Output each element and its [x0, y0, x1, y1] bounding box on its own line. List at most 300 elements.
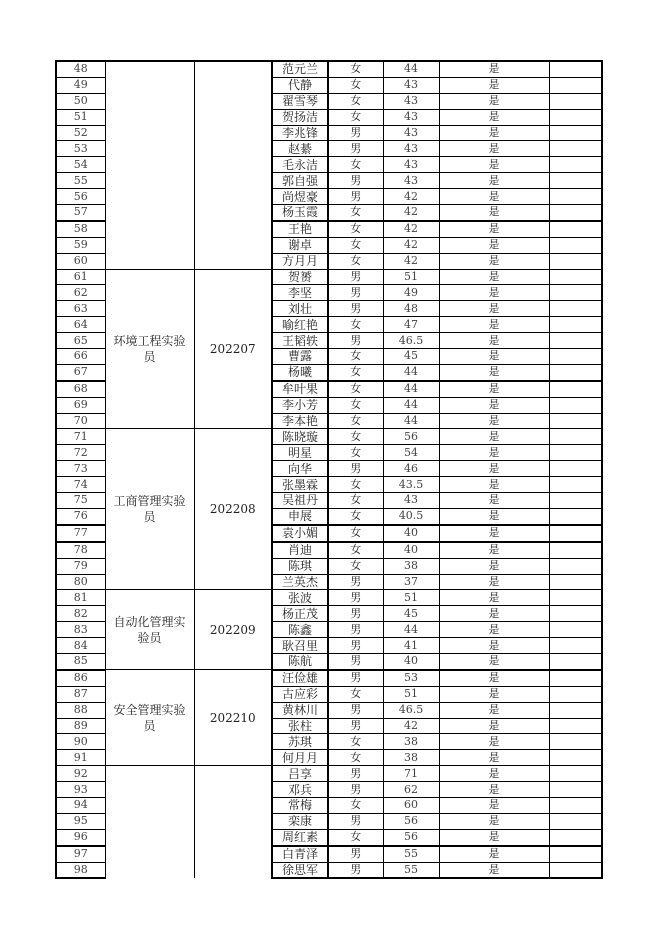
qualified-cell: 是: [439, 574, 549, 590]
note-cell: [549, 237, 602, 253]
row-number-cell: 62: [56, 285, 105, 301]
gender-cell: 男: [328, 333, 383, 349]
note-cell: [549, 862, 602, 878]
name-cell: 肖迪: [272, 542, 328, 558]
qualified-cell: 是: [439, 638, 549, 654]
note-cell: [549, 508, 602, 524]
score-cell: 40: [383, 653, 439, 669]
note-cell: [549, 461, 602, 477]
position-code-cell: 202207: [194, 269, 272, 429]
qualified-cell: 是: [439, 237, 549, 253]
row-number-cell: 83: [56, 622, 105, 638]
qualified-cell: 是: [439, 381, 549, 397]
note-cell: [549, 285, 602, 301]
row-number-cell: 66: [56, 349, 105, 365]
gender-cell: 女: [328, 381, 383, 397]
score-cell: 45: [383, 349, 439, 365]
table-row: [56, 590, 602, 606]
gender-cell: 女: [328, 364, 383, 380]
score-cell: 42: [383, 205, 439, 221]
score-cell: 46.5: [383, 333, 439, 349]
gender-cell: 女: [328, 109, 383, 125]
name-cell: 栾康: [272, 813, 328, 829]
row-number-cell: 86: [56, 670, 105, 686]
score-cell: 55: [383, 846, 439, 862]
gender-cell: 女: [328, 61, 383, 77]
position-code-cell: [194, 61, 272, 269]
row-number-cell: 60: [56, 253, 105, 269]
row-number-cell: 88: [56, 702, 105, 718]
row-number-cell: 81: [56, 590, 105, 606]
row-number-cell: 54: [56, 157, 105, 173]
note-cell: [549, 782, 602, 798]
gender-cell: 男: [328, 574, 383, 590]
note-cell: [549, 221, 602, 237]
qualified-cell: 是: [439, 349, 549, 365]
name-cell: 兰英杰: [272, 574, 328, 590]
note-cell: [549, 413, 602, 429]
row-number-cell: 85: [56, 653, 105, 669]
gender-cell: 女: [328, 253, 383, 269]
row-number-cell: 52: [56, 125, 105, 141]
name-cell: 王韬轶: [272, 333, 328, 349]
name-cell: 李本艳: [272, 413, 328, 429]
table-row: [56, 429, 602, 445]
note-cell: [549, 189, 602, 205]
note-cell: [549, 477, 602, 493]
position-cell: [105, 61, 194, 269]
note-cell: [549, 333, 602, 349]
note-cell: [549, 141, 602, 157]
gender-cell: 男: [328, 301, 383, 317]
note-cell: [549, 718, 602, 734]
name-cell: 贺扬洁: [272, 109, 328, 125]
note-cell: [549, 606, 602, 622]
note-cell: [549, 364, 602, 380]
note-cell: [549, 590, 602, 606]
qualified-cell: 是: [439, 846, 549, 862]
qualified-cell: 是: [439, 173, 549, 189]
row-number-cell: 59: [56, 237, 105, 253]
qualified-cell: 是: [439, 317, 549, 333]
row-number-cell: 53: [56, 141, 105, 157]
score-cell: 43.5: [383, 477, 439, 493]
row-number-cell: 78: [56, 542, 105, 558]
note-cell: [549, 734, 602, 750]
gender-cell: 女: [328, 413, 383, 429]
note-cell: [549, 670, 602, 686]
gender-cell: 女: [328, 205, 383, 221]
name-cell: 吕享: [272, 766, 328, 782]
name-cell: 刘壮: [272, 301, 328, 317]
name-cell: 李坚: [272, 285, 328, 301]
row-number-cell: 91: [56, 750, 105, 766]
qualified-cell: 是: [439, 333, 549, 349]
note-cell: [549, 493, 602, 509]
gender-cell: 女: [328, 686, 383, 702]
note-cell: [549, 445, 602, 461]
row-number-cell: 68: [56, 381, 105, 397]
qualified-cell: 是: [439, 477, 549, 493]
score-cell: 38: [383, 750, 439, 766]
score-cell: 43: [383, 77, 439, 93]
row-number-cell: 82: [56, 606, 105, 622]
score-cell: 44: [383, 364, 439, 380]
gender-cell: 女: [328, 429, 383, 445]
gender-cell: 男: [328, 670, 383, 686]
name-cell: 汪俭雄: [272, 670, 328, 686]
note-cell: [549, 157, 602, 173]
note-cell: [549, 766, 602, 782]
score-cell: 51: [383, 590, 439, 606]
name-cell: 范元兰: [272, 61, 328, 77]
name-cell: 曹露: [272, 349, 328, 365]
qualified-cell: 是: [439, 813, 549, 829]
qualified-cell: 是: [439, 862, 549, 878]
gender-cell: 男: [328, 638, 383, 654]
name-cell: 申展: [272, 508, 328, 524]
row-number-cell: 89: [56, 718, 105, 734]
name-cell: 翟雪琴: [272, 93, 328, 109]
position-code-cell: 202208: [194, 429, 272, 590]
row-number-cell: 48: [56, 61, 105, 77]
row-number-cell: 50: [56, 93, 105, 109]
qualified-cell: 是: [439, 606, 549, 622]
row-number-cell: 87: [56, 686, 105, 702]
qualified-cell: 是: [439, 766, 549, 782]
score-cell: 45: [383, 606, 439, 622]
note-cell: [549, 253, 602, 269]
note-cell: [549, 653, 602, 669]
note-cell: [549, 702, 602, 718]
qualified-cell: 是: [439, 445, 549, 461]
gender-cell: 男: [328, 269, 383, 285]
score-cell: 55: [383, 862, 439, 878]
gender-cell: 女: [328, 317, 383, 333]
qualified-cell: 是: [439, 782, 549, 798]
position-code-cell: 202209: [194, 590, 272, 670]
gender-cell: 女: [328, 157, 383, 173]
gender-cell: 女: [328, 829, 383, 845]
qualified-cell: 是: [439, 686, 549, 702]
score-cell: 44: [383, 397, 439, 413]
row-number-cell: 76: [56, 508, 105, 524]
gender-cell: 男: [328, 189, 383, 205]
score-cell: 40.5: [383, 508, 439, 524]
qualified-cell: 是: [439, 429, 549, 445]
gender-cell: 女: [328, 477, 383, 493]
gender-cell: 女: [328, 558, 383, 574]
gender-cell: 男: [328, 125, 383, 141]
name-cell: 黄林川: [272, 702, 328, 718]
row-number-cell: 93: [56, 782, 105, 798]
table-row: [56, 269, 602, 285]
gender-cell: 女: [328, 797, 383, 813]
name-cell: 李兆锋: [272, 125, 328, 141]
name-cell: 向华: [272, 461, 328, 477]
row-number-cell: 69: [56, 397, 105, 413]
row-number-cell: 63: [56, 301, 105, 317]
row-number-cell: 73: [56, 461, 105, 477]
row-number-cell: 94: [56, 797, 105, 813]
note-cell: [549, 829, 602, 845]
row-number-cell: 80: [56, 574, 105, 590]
note-cell: [549, 205, 602, 221]
score-cell: 43: [383, 93, 439, 109]
name-cell: 方月月: [272, 253, 328, 269]
qualified-cell: 是: [439, 253, 549, 269]
row-number-cell: 70: [56, 413, 105, 429]
gender-cell: 男: [328, 653, 383, 669]
score-cell: 41: [383, 638, 439, 654]
table-body: [56, 61, 602, 878]
name-cell: 杨玉霞: [272, 205, 328, 221]
row-number-cell: 64: [56, 317, 105, 333]
score-cell: 62: [383, 782, 439, 798]
score-cell: 56: [383, 429, 439, 445]
score-cell: 56: [383, 829, 439, 845]
name-cell: 古应彩: [272, 686, 328, 702]
qualified-cell: 是: [439, 829, 549, 845]
score-cell: 44: [383, 61, 439, 77]
name-cell: 白青泽: [272, 846, 328, 862]
score-cell: 44: [383, 381, 439, 397]
note-cell: [549, 269, 602, 285]
name-cell: 代静: [272, 77, 328, 93]
note-cell: [549, 429, 602, 445]
table-row: [56, 61, 602, 77]
table-row: [56, 670, 602, 686]
gender-cell: 女: [328, 237, 383, 253]
row-number-cell: 95: [56, 813, 105, 829]
gender-cell: 女: [328, 445, 383, 461]
name-cell: 毛永洁: [272, 157, 328, 173]
row-number-cell: 58: [56, 221, 105, 237]
note-cell: [549, 846, 602, 862]
note-cell: [549, 317, 602, 333]
name-cell: 杨正茂: [272, 606, 328, 622]
name-cell: 邓兵: [272, 782, 328, 798]
row-number-cell: 98: [56, 862, 105, 878]
name-cell: 徐思军: [272, 862, 328, 878]
score-cell: 43: [383, 173, 439, 189]
qualified-cell: 是: [439, 141, 549, 157]
position-code-cell: [194, 766, 272, 879]
qualified-cell: 是: [439, 542, 549, 558]
score-cell: 43: [383, 157, 439, 173]
row-number-cell: 74: [56, 477, 105, 493]
row-number-cell: 72: [56, 445, 105, 461]
note-cell: [549, 301, 602, 317]
qualified-cell: 是: [439, 670, 549, 686]
row-number-cell: 77: [56, 525, 105, 542]
score-cell: 43: [383, 493, 439, 509]
name-cell: 牟叶果: [272, 381, 328, 397]
note-cell: [549, 574, 602, 590]
score-cell: 37: [383, 574, 439, 590]
score-cell: 44: [383, 622, 439, 638]
row-number-cell: 79: [56, 558, 105, 574]
gender-cell: 男: [328, 622, 383, 638]
score-cell: 46.5: [383, 702, 439, 718]
note-cell: [549, 750, 602, 766]
score-cell: 51: [383, 269, 439, 285]
qualified-cell: 是: [439, 590, 549, 606]
qualified-cell: 是: [439, 413, 549, 429]
score-cell: 49: [383, 285, 439, 301]
row-number-cell: 71: [56, 429, 105, 445]
qualified-cell: 是: [439, 61, 549, 77]
score-cell: 54: [383, 445, 439, 461]
score-cell: 42: [383, 718, 439, 734]
position-cell: 环境工程实验员: [105, 269, 194, 429]
note-cell: [549, 813, 602, 829]
qualified-cell: 是: [439, 653, 549, 669]
name-cell: 张波: [272, 590, 328, 606]
note-cell: [549, 397, 602, 413]
qualified-cell: 是: [439, 558, 549, 574]
gender-cell: 女: [328, 508, 383, 524]
name-cell: 王艳: [272, 221, 328, 237]
score-cell: 71: [383, 766, 439, 782]
gender-cell: 女: [328, 93, 383, 109]
name-cell: 谢卓: [272, 237, 328, 253]
name-cell: 常梅: [272, 797, 328, 813]
note-cell: [549, 61, 602, 77]
note-cell: [549, 93, 602, 109]
qualified-cell: 是: [439, 461, 549, 477]
score-cell: 43: [383, 141, 439, 157]
name-cell: 明星: [272, 445, 328, 461]
row-number-cell: 75: [56, 493, 105, 509]
qualified-cell: 是: [439, 734, 549, 750]
position-cell: [105, 766, 194, 879]
row-number-cell: 67: [56, 364, 105, 380]
score-cell: 53: [383, 670, 439, 686]
row-number-cell: 49: [56, 77, 105, 93]
name-cell: 张柱: [272, 718, 328, 734]
gender-cell: 男: [328, 606, 383, 622]
qualified-cell: 是: [439, 125, 549, 141]
row-number-cell: 61: [56, 269, 105, 285]
score-cell: 42: [383, 253, 439, 269]
name-cell: 陈琪: [272, 558, 328, 574]
name-cell: 何月月: [272, 750, 328, 766]
row-number-cell: 90: [56, 734, 105, 750]
qualified-cell: 是: [439, 77, 549, 93]
score-cell: 48: [383, 301, 439, 317]
qualified-cell: 是: [439, 622, 549, 638]
name-cell: 陈鑫: [272, 622, 328, 638]
qualified-cell: 是: [439, 269, 549, 285]
score-cell: 46: [383, 461, 439, 477]
position-cell: 安全管理实验员: [105, 670, 194, 766]
name-cell: 耿召里: [272, 638, 328, 654]
qualified-cell: 是: [439, 364, 549, 380]
qualified-cell: 是: [439, 109, 549, 125]
gender-cell: 男: [328, 846, 383, 862]
score-cell: 43: [383, 109, 439, 125]
row-number-cell: 65: [56, 333, 105, 349]
name-cell: 杨曦: [272, 364, 328, 380]
gender-cell: 女: [328, 349, 383, 365]
qualified-cell: 是: [439, 93, 549, 109]
note-cell: [549, 77, 602, 93]
gender-cell: 男: [328, 285, 383, 301]
gender-cell: 男: [328, 590, 383, 606]
qualified-cell: 是: [439, 718, 549, 734]
name-cell: 张墨霖: [272, 477, 328, 493]
gender-cell: 女: [328, 493, 383, 509]
gender-cell: 女: [328, 397, 383, 413]
name-cell: 袁小媚: [272, 525, 328, 542]
score-cell: 40: [383, 542, 439, 558]
gender-cell: 女: [328, 525, 383, 542]
row-number-cell: 51: [56, 109, 105, 125]
row-number-cell: 55: [56, 173, 105, 189]
note-cell: [549, 797, 602, 813]
score-cell: 38: [383, 558, 439, 574]
candidate-table: [55, 60, 603, 879]
qualified-cell: 是: [439, 750, 549, 766]
score-cell: 47: [383, 317, 439, 333]
score-cell: 43: [383, 125, 439, 141]
gender-cell: 女: [328, 77, 383, 93]
gender-cell: 男: [328, 173, 383, 189]
gender-cell: 男: [328, 782, 383, 798]
qualified-cell: 是: [439, 285, 549, 301]
position-cell: 工商管理实验员: [105, 429, 194, 590]
name-cell: 周红素: [272, 829, 328, 845]
qualified-cell: 是: [439, 189, 549, 205]
note-cell: [549, 542, 602, 558]
note-cell: [549, 638, 602, 654]
score-cell: 38: [383, 734, 439, 750]
gender-cell: 女: [328, 542, 383, 558]
score-cell: 51: [383, 686, 439, 702]
row-number-cell: 57: [56, 205, 105, 221]
gender-cell: 女: [328, 750, 383, 766]
name-cell: 李小芳: [272, 397, 328, 413]
score-cell: 60: [383, 797, 439, 813]
name-cell: 陈晓璇: [272, 429, 328, 445]
gender-cell: 男: [328, 813, 383, 829]
name-cell: 郭自强: [272, 173, 328, 189]
gender-cell: 男: [328, 862, 383, 878]
score-cell: 44: [383, 413, 439, 429]
row-number-cell: 92: [56, 766, 105, 782]
qualified-cell: 是: [439, 205, 549, 221]
qualified-cell: 是: [439, 493, 549, 509]
note-cell: [549, 525, 602, 542]
note-cell: [549, 686, 602, 702]
name-cell: 吴祖丹: [272, 493, 328, 509]
qualified-cell: 是: [439, 397, 549, 413]
score-cell: 56: [383, 813, 439, 829]
row-number-cell: 56: [56, 189, 105, 205]
position-code-cell: 202210: [194, 670, 272, 766]
note-cell: [549, 349, 602, 365]
gender-cell: 女: [328, 734, 383, 750]
results-sheet: [55, 60, 603, 879]
name-cell: 陈航: [272, 653, 328, 669]
gender-cell: 男: [328, 718, 383, 734]
table-row: [56, 766, 602, 782]
note-cell: [549, 558, 602, 574]
score-cell: 42: [383, 189, 439, 205]
qualified-cell: 是: [439, 157, 549, 173]
qualified-cell: 是: [439, 525, 549, 542]
